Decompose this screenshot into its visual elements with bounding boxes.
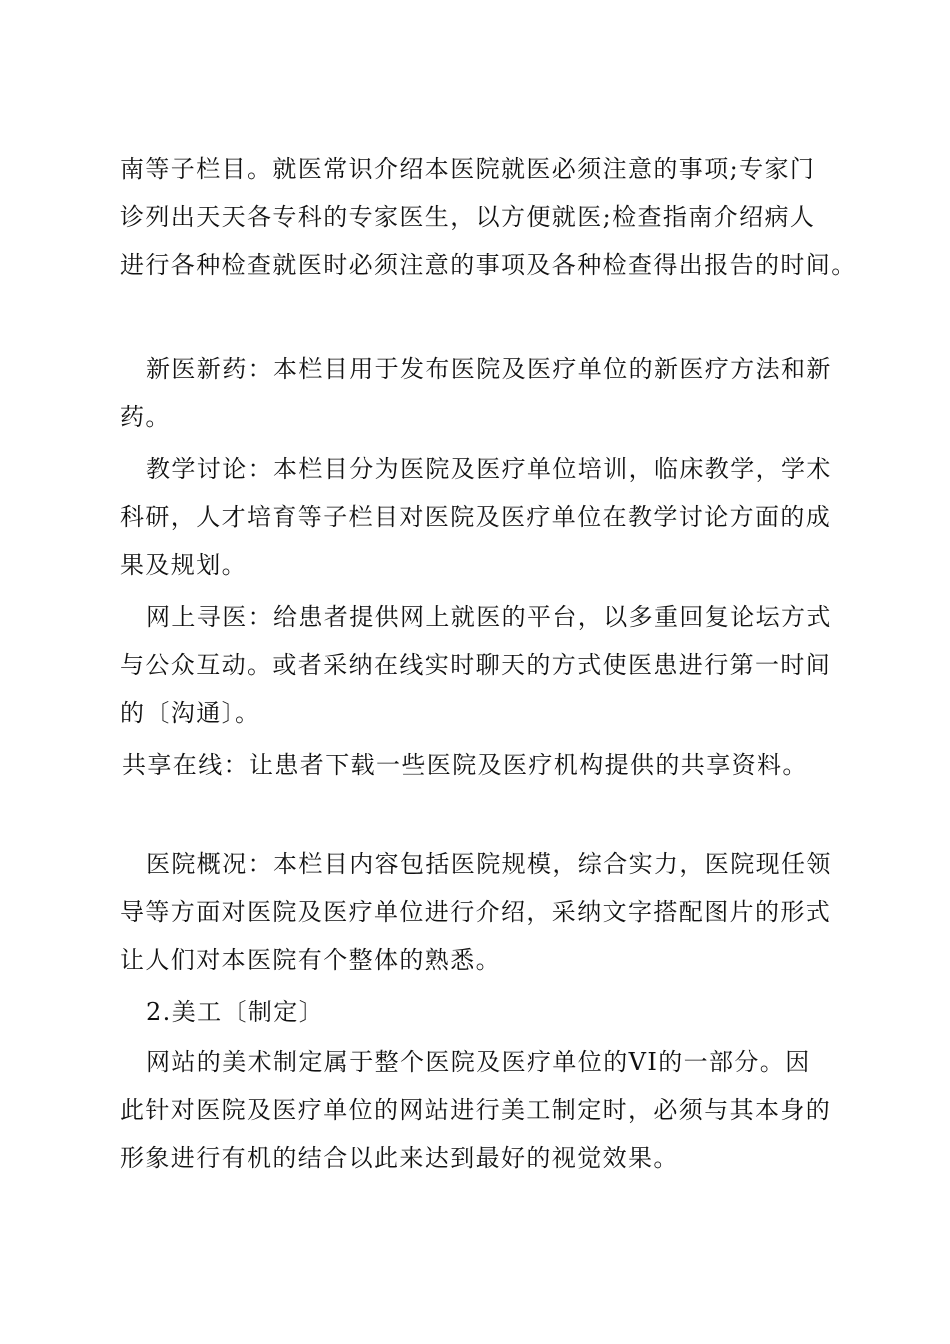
paragraph-line: 与公众互动。或者采纳在线实时聊天的方式使医患进行第一时间 — [120, 651, 832, 679]
paragraph-line: 的〔沟通〕。 — [120, 699, 261, 727]
paragraph-hospital-overview — [120, 840, 860, 984]
paragraph-line: 进行各种检查就医时必须注意的事项及各种检查得出报告的时间。 — [120, 251, 857, 279]
paragraph-shared-online — [120, 741, 860, 789]
paragraph-line: 共享在线：让患者下载一些医院及医疗机构提供的共享资料。 — [122, 751, 808, 779]
paragraph-guide-subsections — [120, 145, 860, 289]
paragraph-line: 此针对医院及医疗单位的网站进行美工制定时，必须与其本身的 — [120, 1096, 832, 1124]
heading-line: 2.美工〔制定〕 — [146, 998, 325, 1026]
paragraph-art-design — [120, 1038, 860, 1182]
section-heading-art-design — [120, 988, 860, 1036]
paragraph-line: 科研，人才培育等子栏目对医院及医疗单位在教学讨论方面的成 — [120, 503, 832, 531]
paragraph-line: 网上寻医：给患者提供网上就医的平台，以多重回复论坛方式 — [146, 603, 832, 631]
paragraph-line: 诊列出天天各专科的专家医生，以方便就医;检查指南介绍病人 — [120, 203, 816, 231]
paragraph-online-consultation — [120, 593, 860, 737]
paragraph-line: 导等方面对医院及医疗单位进行介绍，采纳文字搭配图片的形式 — [120, 898, 832, 926]
paragraph-line: 药。 — [120, 403, 171, 431]
paragraph-new-medicine — [120, 345, 860, 441]
paragraph-line: 网站的美术制定属于整个医院及医疗单位的VI的一部分。因 — [146, 1048, 811, 1076]
paragraph-teaching-discussion — [120, 445, 860, 589]
paragraph-line: 形象进行有机的结合以此来达到最好的视觉效果。 — [120, 1144, 679, 1172]
paragraph-line: 新医新药：本栏目用于发布医院及医疗单位的新医疗方法和新 — [146, 355, 832, 383]
paragraph-line: 让人们对本医院有个整体的熟悉。 — [120, 946, 501, 974]
paragraph-line: 果及规划。 — [120, 551, 247, 579]
paragraph-line: 南等子栏目。就医常识介绍本医院就医必须注意的事项;专家门 — [120, 155, 816, 183]
paragraph-line: 教学讨论：本栏目分为医院及医疗单位培训，临床教学，学术 — [146, 455, 832, 483]
paragraph-line: 医院概况：本栏目内容包括医院规模，综合实力，医院现任领 — [146, 850, 832, 878]
